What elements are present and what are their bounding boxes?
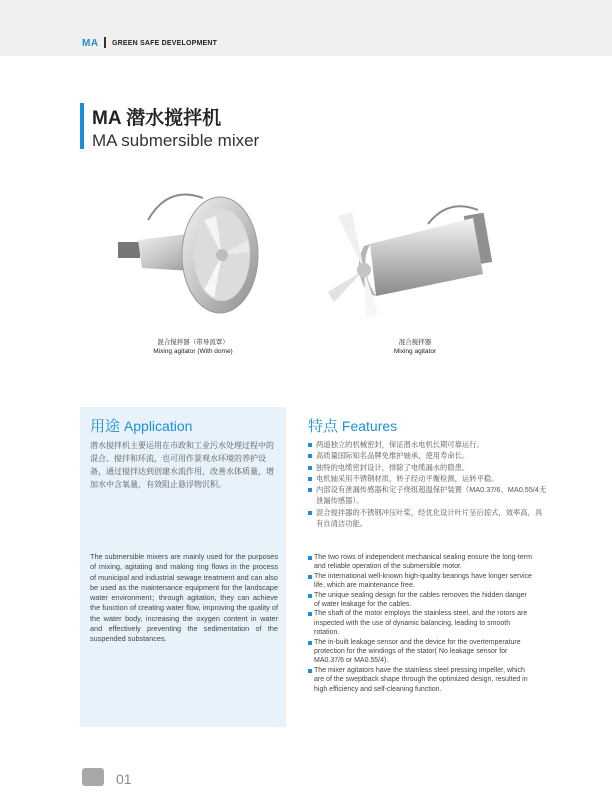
caption-cn: 混合搅拌器（带导流罩）: [157, 339, 229, 346]
features-heading-cn: 特点: [308, 418, 339, 435]
application-heading-cn: 用途: [90, 418, 121, 435]
feature-item-en: The international well-known high-quality bearings have longer service life, which are maintenance free.: [308, 572, 534, 591]
feature-item-cn: 独特的电缆密封设计，排除了电缆漏水的隐患。: [308, 462, 548, 473]
mixing-agitator-image: [318, 196, 498, 321]
feature-item-en: The mixer agitators have the stainless steel pressing impeller, which are of the sweptback shape through the optimized design, resulted in high efficiency and self-cleaning function.: [308, 666, 534, 694]
feature-item-en: The unique sealing design for the cables removes the hidden danger of water leakage for the cables.: [308, 591, 534, 610]
feature-item-cn: 内部设有泄漏传感器和定子绕组超温保护装置（MA0.37/6、MA0.55/4无泄漏传感器）。: [308, 484, 548, 507]
feature-item-cn: 两道独立的机械密封，保证潜水电机长期可靠运行。: [308, 439, 548, 450]
feature-item-cn: 混合搅拌器的不锈钢冲压叶桨，经优化设计叶片呈后掠式，效率高，具有自清洁功能。: [308, 507, 548, 530]
product-caption-2: [355, 338, 475, 356]
feature-item-en: The shaft of the motor employs the stainless steel, and the rotors are inspected with the use of dynamic balancing, leading to smooth rotation.: [308, 609, 534, 637]
page-corner-icon: [82, 768, 104, 786]
caption-en: Mixing agitator (With dome): [153, 348, 233, 355]
features-list-en: [308, 553, 534, 694]
feature-item-en: The in-built leakage sensor and the device for the overtemperature protection for the windings of the stator( No leakage sensor for MA0.37/6 or MA0.55/4).: [308, 638, 534, 666]
page-title-en: MA submersible mixer: [92, 131, 260, 150]
application-text-en: The submersible mixers are mainly used for the purposes of mixing, agitating and making ring flows in the process of municipal and industrial sewage treatment and can also be used as the maintenance equipment for the landscape water environment；through agitation, they can achieve the function of creating water flow, improving the quality of the water body, increasing the oxygen content in water and effectively preventing the sedimentation of the suspended substances.: [90, 552, 278, 644]
page-title-cn: MA 潜水搅拌机: [92, 108, 222, 129]
application-heading: [90, 415, 192, 436]
mixer-with-dome-image: [108, 180, 273, 330]
caption-en: Mixing agitator: [393, 348, 437, 355]
page-number: 01: [116, 771, 132, 787]
brand-logo: MA: [82, 38, 99, 49]
application-text-cn: 潜水搅拌机主要运用在市政和工业污水处理过程中的混合、搅拌和环流，也可用作景观水环境的养护设备，通过搅拌达到创建水流作用，改善水体质量，增加水中含氧量，有效阻止悬浮物沉积。: [90, 441, 274, 489]
title-accent-bar: [80, 103, 84, 149]
feature-item-cn: 电机轴采用不锈钢材质，转子经动平衡检测，运转平稳。: [308, 473, 548, 484]
product-caption-1: [118, 338, 268, 356]
feature-item-cn: 高质量国际知名品牌免维护轴承，使用寿命长。: [308, 450, 548, 461]
application-heading-en: Application: [123, 418, 193, 434]
features-heading: [308, 415, 397, 436]
features-list-cn: [308, 439, 548, 529]
caption-cn: 混合搅拌器: [398, 339, 432, 346]
brand-divider: [104, 37, 106, 48]
brand-tagline: GREEN SAFE DEVELOPMENT: [112, 40, 218, 47]
features-heading-en: Features: [341, 418, 398, 434]
feature-item-en: The two rows of independent mechanical sealing ensure the long-term and reliable operation of the submersible motor.: [308, 553, 534, 572]
